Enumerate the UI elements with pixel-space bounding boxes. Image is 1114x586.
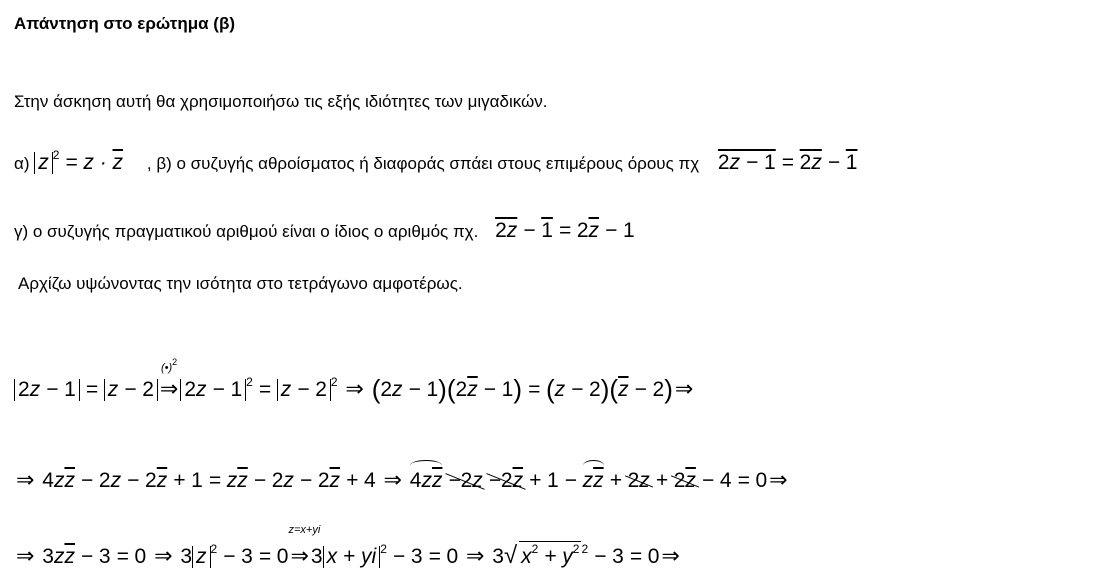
substitution-label: z=x+yi	[288, 524, 321, 536]
equation-line-2: ⇒ $4z\overline{z} - 2z - 2\overline{z} + 1 = z\overline{z} - 2z - 2\overline{z} + 4$ ⇒ $4z\overline{z} -2z -2\overline{z} + 1 - z\overline{z} + 2z + 2\overline{z} - 4$ = 0⇒	[16, 467, 788, 492]
equation-line-1: 2z − 1 = z − 2 ⇒ (•)$^2$ 2z − 1 $^2$ = z − 2 $^2$ ⇒ $(2z - 1)(2\overline{z} - 1) = (z - 2)(\overline{z}$ − 2)⇒	[14, 374, 695, 405]
start-text: Αρχίζω υψώνοντας την ισότητα στο τετράγωνο αμφοτέρως.	[18, 274, 463, 293]
square-label: (•)$^2$	[160, 357, 178, 374]
intro-text: Στην άσκηση αυτή θα χρησιμοποιήσω τις εξής ιδιότητες των μιγαδικών.	[14, 92, 548, 111]
properties-line-ab	[14, 148, 857, 175]
heading: Απάντηση στο ερώτημα (β)	[14, 14, 235, 33]
prop-a-formula: z $^2 = z \cdot \overline{z}$	[34, 151, 129, 174]
equation-line-3: ⇒ $3z\overline{z} - 3 = 0$ ⇒ 3 z $^2$ − 3 = 0⇒ z=x+yi 3 x + yi $^2$ − 3 = 0 ⇒ 3√ $x^2 + y^2$ $^2$ − 3 = 0⇒	[16, 524, 680, 569]
properties-line-c	[14, 219, 635, 243]
prop-c-formula: $2z - 1 = 2\overline{z} - 1$	[495, 219, 635, 242]
prop-b-formula: 2z − 1 = 2z − 1	[717, 151, 858, 174]
prop-b-text: , β) ο συζυγής αθροίσματος ή διαφοράς σπάει στους επιμέρους όρους πχ	[146, 154, 700, 173]
prop-c-text: γ) ο συζυγής πραγματικού αριθμού είναι ο ίδιος ο αριθμός πχ.	[14, 222, 479, 241]
prop-a-label: α)	[14, 154, 30, 173]
